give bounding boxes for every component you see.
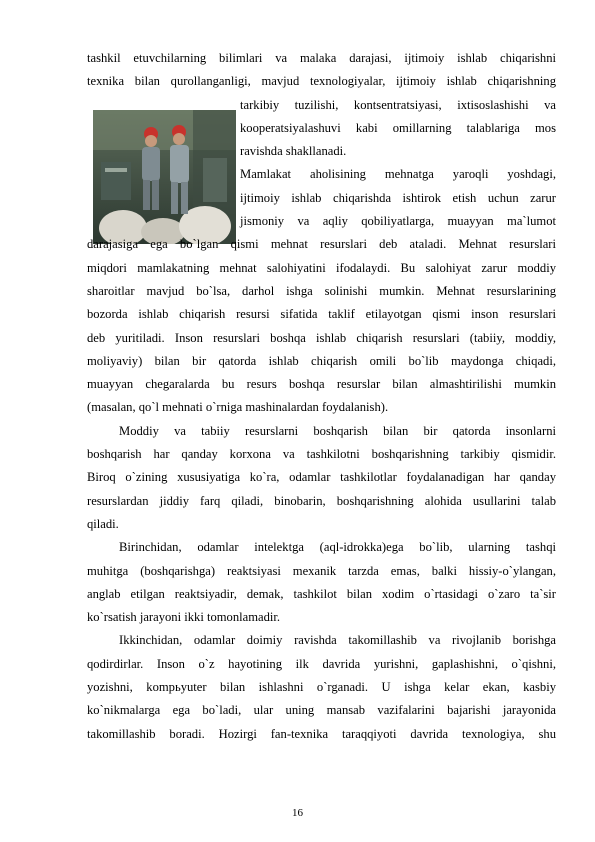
text-line: ijtimoiy ishlab chiqarishda ishtirok etish uchun zarur: [240, 190, 556, 205]
text-line: takomillashib boradi. Hozirgi fan-texnika taraqqiyoti davrida texnologiya, shu: [87, 726, 556, 741]
text-line: bozorda ishlab chiqarish resursi sifatida taklif etilayotgan qismi inson resurslari: [87, 307, 556, 322]
text-line: qodirdirlar. Inson o`z hayotining ilk davrida yurishni, gaplashishni, o`qishni,: [87, 656, 556, 671]
text-line: sharoitlar mavjud bo`lsa, darhol ishga solinishi mumkin. Mehnat resurslarining: [87, 283, 556, 298]
text-line: texnika bilan qurollanganligi, mavjud texnologiyalar, ijtimoiy ishlab chiqarishning: [87, 74, 556, 89]
text-line: Mamlakat aholisining mehnatga yaroqli yoshdagi,: [240, 167, 556, 182]
text-line: Biroq o`zining xususiyatiga ko`ra, odamlar tashkilotlar foydalanadigan har qanday: [87, 470, 556, 485]
text-line: miqdori mamlakatning mehnat salohiyatini ifodalaydi. Bu salohiyat zarur moddiy: [87, 260, 556, 275]
text-line: boshqarish har qanday korxona va tashkilotni boshqarishning tarkibiy qismidir.: [87, 447, 556, 462]
text-line: tashkil etuvchilarning bilimlari va malaka darajasi, ijtimoiy ishlab chiqarishni: [87, 51, 556, 65]
text-line: ko`rsatish jarayoni ikki tomonlamadir.: [87, 610, 281, 625]
page-number: 16: [292, 807, 303, 819]
text-line: ko`nikmalarga ega bo`ladi, ular uning mansab vazifalarini bajarishi jarayonida: [87, 703, 556, 718]
paragraph-first-line: Birinchidan, odamlar intelektga (aql-idrokka)ega bo`lib, ularning tashqi: [119, 540, 556, 555]
text-line: muhitga (boshqarishga) reaktsiyasi mexanik tarzda emas, balki hissiy-o`ylangan,: [87, 563, 556, 578]
text-line: kooperatsiyalashuvi kabi omillarning talablariga mos: [240, 120, 556, 135]
text-line: anglab etilgan reaktsiyadir, demak, tashkilot bilan xodim o`rtasidagi o`zaro ta`sir: [87, 586, 556, 601]
text-line: tarkibiy tuzilishi, kontsentratsiyasi, ixtisoslashishi va: [240, 97, 556, 112]
text-line: moliyaviy) bilan bir qatorda ishlab chiqarish omili bo`lib maydonga chiqadi,: [87, 353, 556, 368]
text-line: darajasiga ega bo`lgan qismi mehnat resurslari deb ataladi. Mehnat resurslari: [87, 237, 556, 252]
paragraph-first-line: Ikkinchidan, odamlar doimiy ravishda takomillashib va rivojlanib borishga: [119, 633, 556, 648]
body-text: [87, 47, 556, 746]
paragraph-first-line: Moddiy va tabiiy resurslarni boshqarish bilan bir qatorda insonlarni: [119, 423, 556, 438]
text-line: muayyan chegaralarda bu resurs boshqa resurslar bilan almashtirilishi mumkin: [87, 377, 556, 392]
text-line: ravishda shakllanadi.: [240, 144, 347, 159]
text-line: resurslardan jiddiy farq qiladi, binobarin, boshqarishning alohida usullarini talab: [87, 493, 556, 508]
text-line: deb yuritiladi. Inson resurslari boshqa ishlab chiqarish resurslari (tabiiy, moddiy,: [87, 330, 556, 345]
text-line: (masalan, qo`l mehnati o`rniga mashinalardan foydalanish).: [87, 400, 389, 415]
text-line: qiladi.: [87, 516, 119, 531]
text-line: yozishni, kompьyuter bilan ishlashni o`rganadi. U ishga kelar ekan, kasbiy: [87, 680, 556, 695]
text-line: jismoniy va aqliy qobiliyatlarga, muayyan ma`lumot: [240, 214, 556, 229]
